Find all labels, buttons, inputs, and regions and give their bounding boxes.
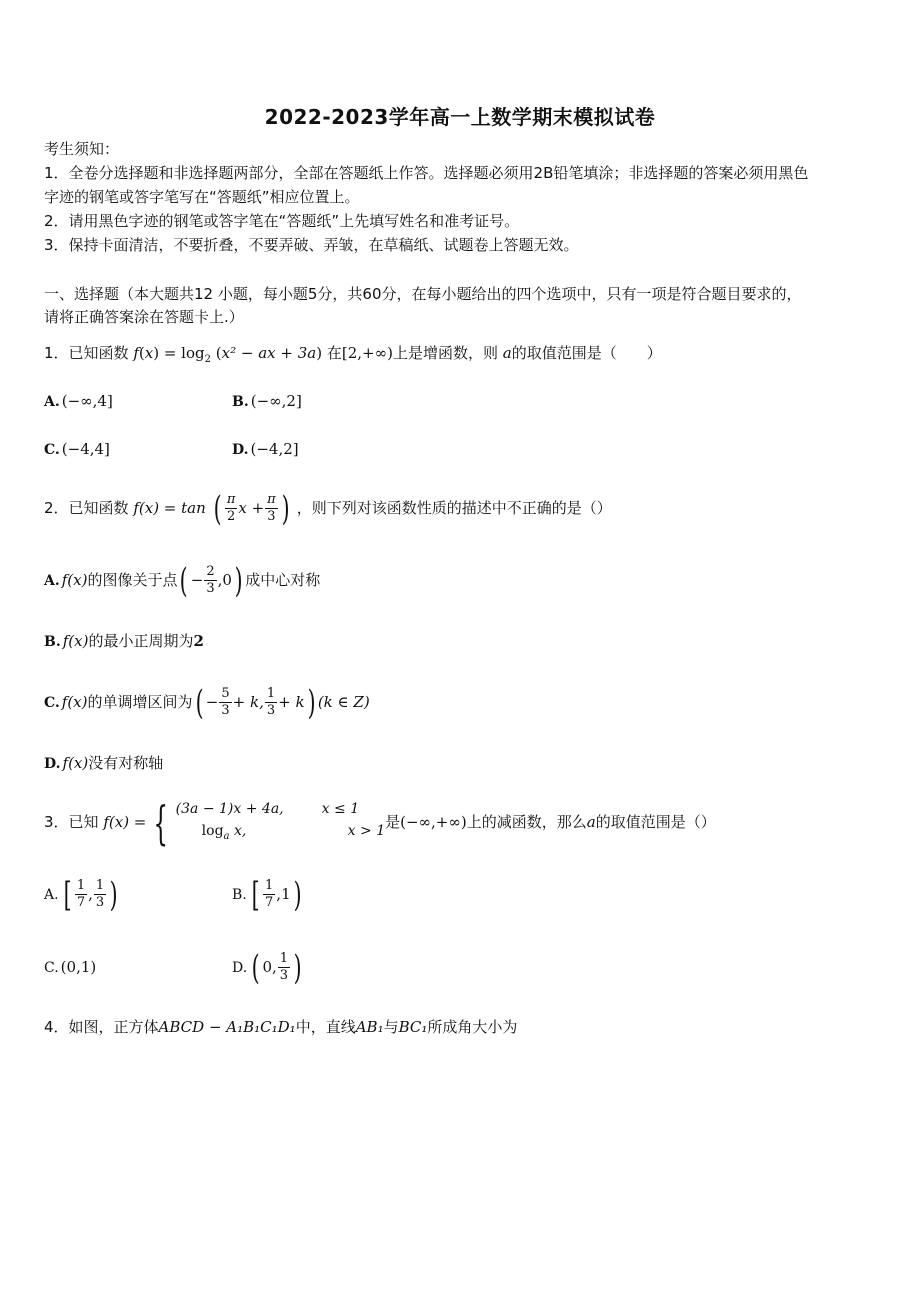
q2-option-a-mid: 的图像关于点: [87, 571, 178, 589]
question-3: 3．已知 f(x) = { (3a − 1)x + 4a, x ≤ 1 $\log_a x$, x > 1 是(−∞,+∞)上的减函数，那么a的取值范围是（）: [44, 795, 716, 850]
q1-option-a-text: (−∞,4]: [61, 392, 113, 410]
q1-x: x: [144, 344, 154, 362]
q3-option-c[interactable]: [44, 945, 96, 990]
q2-option-a-tail: 成中心对称: [245, 571, 321, 589]
q3-option-a[interactable]: A. [ $\frac{1}{7}$ , $\frac{1}{3}$ ): [44, 874, 118, 915]
q4-and: 与: [383, 1018, 399, 1036]
q3-piecewise: [176, 798, 385, 848]
q3-option-b-tail: ,1: [276, 885, 291, 903]
q2-option-a-label: A.: [44, 573, 60, 589]
q1-option-b-text: (−∞,2]: [250, 392, 302, 410]
q2-option-c-cond: (k ∈ Z): [317, 693, 370, 711]
q2-option-b-value: 2: [193, 632, 204, 650]
section-heading: 一、选择题（本大题共12 小题，每小题5分，共60分，在每小题给出的四个选项中，只有一项是符合题目要求的，: [44, 285, 802, 303]
q2-option-c-k2: + k: [278, 693, 305, 711]
q3-option-a-frac-1: $\frac{1}{7}$: [76, 878, 86, 910]
q1-option-d-label: D.: [232, 442, 249, 458]
q3-case-2: log: [201, 822, 224, 839]
section-heading-cont: 请将正确答案涂在答题卡上.）: [44, 308, 244, 326]
q3-lhs: f(x) =: [103, 813, 147, 831]
q1-option-c-label: C.: [44, 442, 60, 458]
q1-mid: 在: [326, 344, 342, 362]
q2-option-a-neg: −: [190, 571, 204, 589]
q3-option-b[interactable]: B. [ $\frac{1}{7}$ ,1): [232, 874, 302, 915]
q3-option-b-label: B.: [232, 887, 247, 903]
q2-option-c-mid: 的单调增区间为: [87, 693, 193, 711]
q2-option-b[interactable]: [44, 630, 204, 653]
q2-frac-1: $\frac{\pi}{2}$: [226, 492, 236, 524]
notice-item-1-cont: 字迹的钢笔或答字笔写在“答题纸”相应位置上。: [44, 188, 360, 206]
q4-mid: 中，直线: [295, 1018, 356, 1036]
q3-tail: 上的减函数，那么: [466, 813, 587, 831]
q2-option-d-label: D.: [44, 756, 61, 772]
q1-arg: x² − ax + 3a: [221, 344, 317, 362]
q1-eq: = log: [163, 344, 205, 362]
q2-option-c-label: C.: [44, 695, 60, 711]
q1-tail: 上是增函数，则: [392, 344, 498, 362]
q3-mid: 是: [385, 813, 401, 831]
q1-option-d[interactable]: [232, 438, 299, 461]
q3-option-d-label: D.: [232, 960, 248, 976]
q2-option-a-frac: $\frac{2}{3}$: [206, 564, 215, 596]
q1-option-b[interactable]: [232, 390, 302, 413]
q2-option-c-k1: + k,: [232, 693, 264, 711]
q2-option-a[interactable]: A. f(x)的图像关于点( − $\frac{2}{3}$ ,0) 成中心对称: [44, 560, 321, 601]
q3-option-b-frac: $\frac{1}{7}$: [265, 878, 274, 910]
q2-option-a-zero: ,0: [217, 571, 232, 589]
notice-heading: 考生须知：: [44, 140, 120, 158]
q3-case-1: (3a − 1)x + 4a,: [175, 800, 284, 817]
q2-lead: 2．已知函数: [44, 499, 129, 517]
q3-case-2-arg: x,: [229, 822, 247, 839]
q2-xplus: x +: [238, 499, 265, 517]
q3-end: 的取值范围是（）: [595, 813, 716, 831]
q2-option-a-func: f(x): [61, 571, 88, 589]
q3-option-c-text: (0,1): [60, 958, 97, 976]
q3-interval: (−∞,+∞): [400, 813, 467, 831]
q2-option-d[interactable]: [44, 752, 163, 775]
q1-option-a[interactable]: [44, 390, 113, 413]
q1-lead: 1．已知函数: [44, 344, 129, 362]
q1-option-c[interactable]: [44, 438, 110, 461]
q2-option-c-frac-1: $\frac{5}{3}$: [221, 686, 230, 718]
q2-option-c-func: f(x): [61, 693, 88, 711]
q3-lead: 3．已知: [44, 813, 99, 831]
q1-end: 的取值范围是（ ）: [511, 344, 662, 362]
q2-lhs: f(x) = tan: [133, 499, 206, 517]
q2-option-d-func: f(x): [62, 754, 89, 772]
q2-tail: ，则下列对该函数性质的描述中不正确的是（）: [296, 499, 612, 517]
notice-item-2: 2．请用黑色字迹的钢笔或答字笔在“答题纸”上先填写姓名和准考证号。: [44, 212, 520, 230]
q2-option-b-tail: 的最小正周期为: [88, 632, 194, 650]
question-4: [44, 1016, 517, 1038]
q1-option-a-label: A.: [44, 394, 60, 410]
q4-line-2: BC₁: [398, 1018, 428, 1036]
q3-option-a-label: A.: [44, 887, 59, 903]
q3-cond-1: x ≤ 1: [321, 800, 360, 817]
q4-tail: 所成角大小为: [427, 1018, 518, 1036]
q2-option-d-tail: 没有对称轴: [88, 754, 164, 772]
q1-a: a: [502, 344, 512, 362]
notice-item-3: 3．保持卡面清洁，不要折叠，不要弄破、弄皱，在草稿纸、试题卷上答题无效。: [44, 236, 579, 254]
q1-option-c-text: (−4,4]: [61, 440, 110, 458]
q1-f: f: [133, 344, 139, 362]
q3-option-c-label: C.: [44, 960, 59, 976]
q3-option-d-frac: $\frac{1}{3}$: [279, 951, 289, 983]
page-title: 2022-2023学年高一上数学期末模拟试卷: [264, 105, 656, 129]
q2-option-b-label: B.: [44, 634, 61, 650]
q1-base: 2: [204, 354, 211, 365]
q2-frac-2: $\frac{\pi}{3}$: [267, 492, 276, 524]
q3-a: a: [586, 813, 596, 831]
q2-option-b-func: f(x): [62, 632, 89, 650]
q3-cond-2: x > 1: [347, 822, 386, 839]
notice-item-1: 1．全卷分选择题和非选择题两部分，全部在答题纸上作答。选择题必须用2B铅笔填涂；非选择题的答案必须用黑色: [44, 164, 809, 182]
q4-cube: ABCD − A₁B₁C₁D₁: [158, 1018, 296, 1036]
q2-option-c-frac-2: $\frac{1}{3}$: [266, 686, 276, 718]
question-2: 2．已知函数 f(x) = tan ( $\frac{\pi}{2}$ x + $\frac{\pi}{3}$ ) ，则下列对该函数性质的描述中不正确的是（）: [44, 488, 612, 529]
question-1: 1．已知函数 $f(x) = \log_2 (x^2$ − ax + 3a) 在[2,+∞)上是增函数，则 a的取值范围是（ ）: [44, 344, 662, 365]
q1-interval: [2,+∞): [341, 344, 393, 362]
q3-option-a-frac-2: $\frac{1}{3}$: [95, 878, 105, 910]
q4-line-1: AB₁: [355, 1018, 384, 1036]
q1-option-b-label: B.: [232, 394, 249, 410]
q2-option-c[interactable]: C. f(x)的单调增区间为( − $\frac{5}{3}$ + k, $\frac{1}{3}$ + k) (k ∈ Z): [44, 682, 370, 723]
q2-option-c-neg: −: [205, 693, 219, 711]
q3-option-d-head: 0,: [262, 958, 277, 976]
q3-option-d[interactable]: D. ( 0, $\frac{1}{3}$ ): [232, 947, 302, 988]
q3-case-2-base: a: [223, 830, 230, 842]
q1-option-d-text: (−4,2]: [250, 440, 299, 458]
q4-lead: 4．如图，正方体: [44, 1018, 159, 1036]
